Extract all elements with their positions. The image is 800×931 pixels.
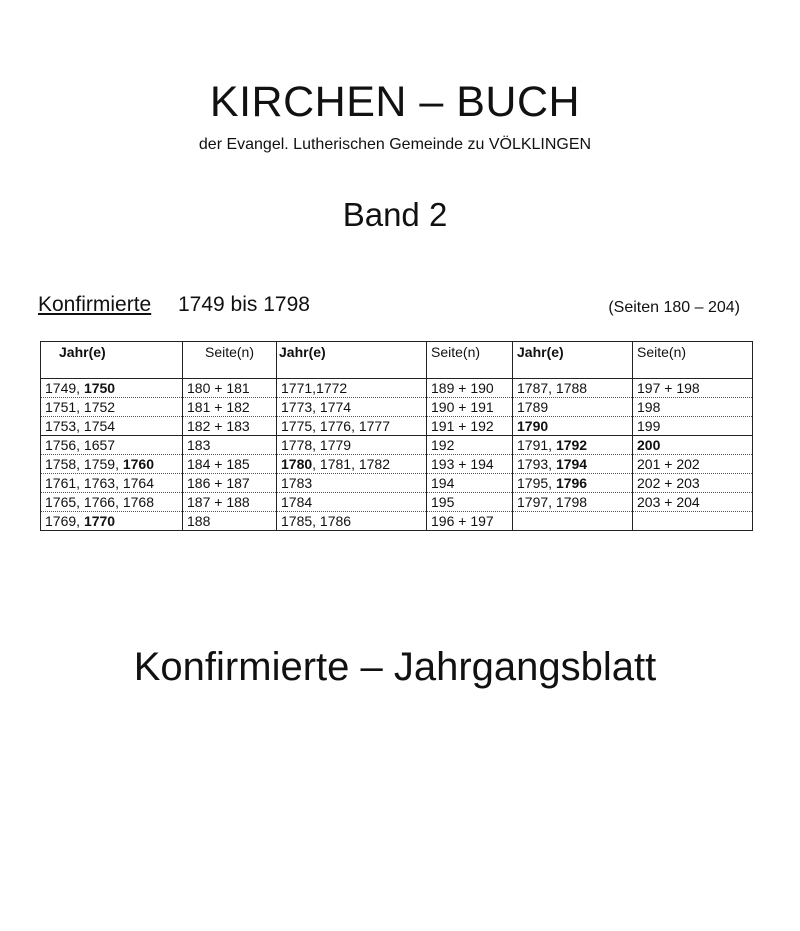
cell-pages: 187 + 188 — [183, 493, 277, 512]
cell-years: 1771,1772 — [277, 379, 427, 398]
cell-pages: 181 + 182 — [183, 398, 277, 417]
cell-pages: 203 + 204 — [633, 493, 753, 512]
section-header — [38, 293, 740, 323]
cell-years: 1789 — [513, 398, 633, 417]
document-title: KIRCHEN – BUCH — [209, 78, 581, 126]
band-label: Band 2 — [342, 196, 448, 233]
header-pages-2: Seite(n) — [427, 342, 513, 363]
cell-pages: 184 + 185 — [183, 455, 277, 474]
cell-years: 1787, 1788 — [513, 379, 633, 398]
header-years-3: Jahr(e) — [513, 342, 633, 363]
cell-years: 1795, 1796 — [513, 474, 633, 493]
cell-pages — [633, 512, 753, 531]
cell-years: 1765, 1766, 1768 — [41, 493, 183, 512]
cell-years: 1773, 1774 — [277, 398, 427, 417]
cell-pages: 193 + 194 — [427, 455, 513, 474]
table-row — [41, 455, 753, 474]
cell-years: 1778, 1779 — [277, 436, 427, 455]
cell-pages: 189 + 190 — [427, 379, 513, 398]
cell-years: 1791, 1792 — [513, 436, 633, 455]
cell-years: 1784 — [277, 493, 427, 512]
cell-pages: 196 + 197 — [427, 512, 513, 531]
table-row — [41, 493, 753, 512]
cell-years: 1751, 1752 — [41, 398, 183, 417]
section-year-range: 1749 bis 1798 — [178, 293, 310, 316]
sheet-title: Konfirmierte – Jahrgangsblatt — [133, 645, 657, 689]
cell-pages: 180 + 181 — [183, 379, 277, 398]
document-subtitle: der Evangel. Lutherischen Gemeinde zu VÖLKLINGEN — [198, 136, 592, 153]
cell-pages: 182 + 183 — [183, 417, 277, 436]
cell-pages: 191 + 192 — [427, 417, 513, 436]
cell-years: 1785, 1786 — [277, 512, 427, 531]
cell-pages: 186 + 187 — [183, 474, 277, 493]
cell-years: 1793, 1794 — [513, 455, 633, 474]
cell-pages: 202 + 203 — [633, 474, 753, 493]
table-header-spacer — [41, 362, 753, 379]
cell-years: 1756, 1657 — [41, 436, 183, 455]
cell-pages: 192 — [427, 436, 513, 455]
cell-years: 1783 — [277, 474, 427, 493]
cell-pages: 183 — [183, 436, 277, 455]
cell-years: 1790 — [513, 417, 633, 436]
table-row — [41, 436, 753, 455]
cell-years: 1749, 1750 — [41, 379, 183, 398]
section-label: Konfirmierte — [38, 293, 152, 316]
table-row — [41, 474, 753, 493]
cell-pages: 190 + 191 — [427, 398, 513, 417]
table-row — [41, 417, 753, 436]
table-row — [41, 512, 753, 531]
cell-years: 1780, 1781, 1782 — [277, 455, 427, 474]
cell-pages: 198 — [633, 398, 753, 417]
cell-years — [513, 512, 633, 531]
table-header-row — [41, 342, 753, 363]
cell-years: 1753, 1754 — [41, 417, 183, 436]
cell-pages: 199 — [633, 417, 753, 436]
cell-years: 1769, 1770 — [41, 512, 183, 531]
cell-years: 1797, 1798 — [513, 493, 633, 512]
cell-years: 1761, 1763, 1764 — [41, 474, 183, 493]
cell-pages: 201 + 202 — [633, 455, 753, 474]
table-row — [41, 379, 753, 398]
header-pages-3: Seite(n) — [633, 342, 753, 363]
section-page-range: (Seiten 180 – 204) — [608, 299, 740, 316]
header-pages-1: Seite(n) — [183, 342, 277, 363]
cell-years: 1775, 1776, 1777 — [277, 417, 427, 436]
cell-pages: 197 + 198 — [633, 379, 753, 398]
confirmation-index-table — [40, 341, 753, 531]
cell-pages: 200 — [633, 436, 753, 455]
cell-pages: 188 — [183, 512, 277, 531]
header-years-1: Jahr(e) — [41, 342, 183, 363]
table-row — [41, 398, 753, 417]
cell-years: 1758, 1759, 1760 — [41, 455, 183, 474]
cell-pages: 195 — [427, 493, 513, 512]
cell-pages: 194 — [427, 474, 513, 493]
header-years-2: Jahr(e) — [277, 342, 427, 363]
